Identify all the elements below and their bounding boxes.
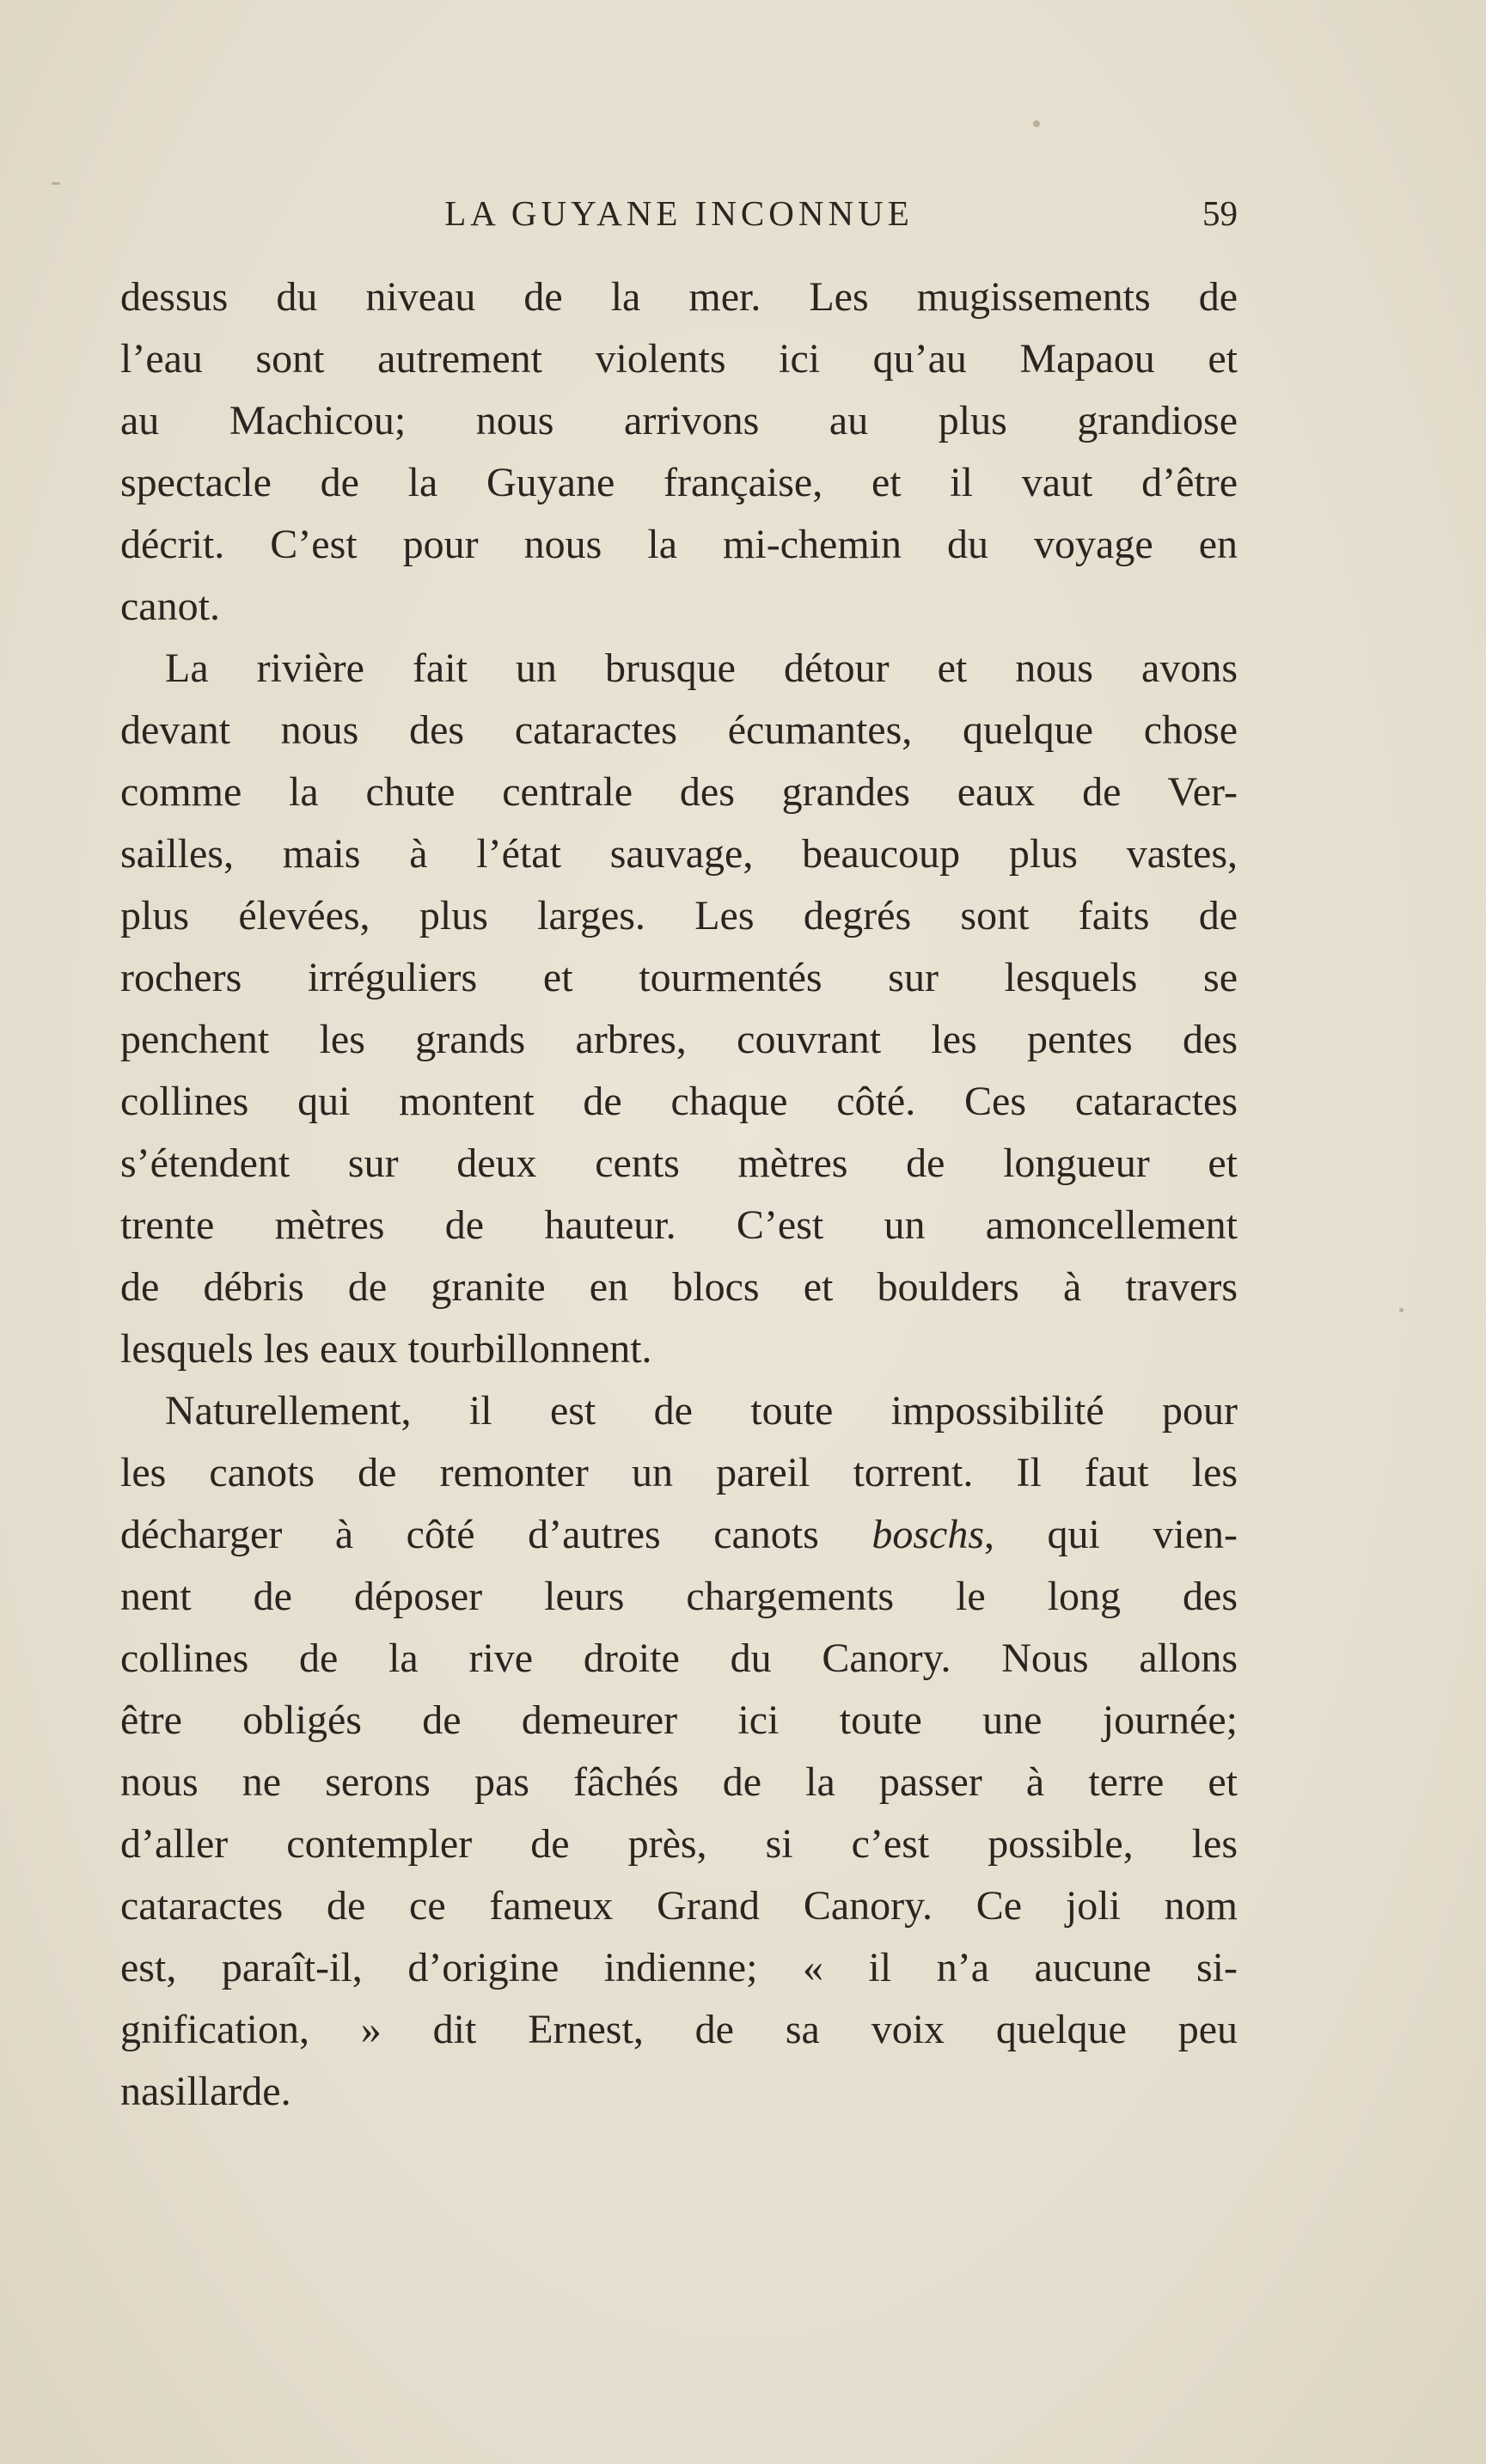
text-line: nent de déposer leurs chargements le long des [120, 1574, 1238, 1619]
text-line: devant nous des cataractes écumantes, quelque chose [120, 707, 1238, 753]
text-line: est, paraît-il, d’origine indienne; « il n’a aucune si- [120, 1945, 1238, 1990]
text-line: spectacle de la Guyane française, et il vaut d’être [120, 460, 1238, 505]
paper-speck [1033, 120, 1040, 127]
text-line: comme la chute centrale des grandes eaux de Ver- [120, 769, 1238, 815]
text-line: décharger à côté d’autres canots boschs, qui vien- [120, 1512, 1238, 1557]
text-line: dessus du niveau de la mer. Les mugissements de [120, 274, 1238, 320]
italic-word: boschs [871, 1512, 985, 1557]
running-title: LA GUYANE INCONNUE [444, 193, 914, 233]
text-line: canot. [120, 584, 220, 629]
text-line: décrit. C’est pour nous la mi-chemin du voyage en [120, 522, 1238, 567]
text-line: être obligés de demeurer ici toute une journée; [120, 1697, 1238, 1743]
text-line: lesquels les eaux tourbillonnent. [120, 1326, 652, 1372]
text-line: penchent les grands arbres, couvrant les pentes des [120, 1017, 1238, 1062]
text-line: sailles, mais à l’état sauvage, beaucoup plus vastes, [120, 831, 1238, 877]
text-line: les canots de remonter un pareil torrent. Il faut les [120, 1450, 1238, 1495]
paragraph-start-line: Naturellement, il est de toute impossibilité pour [165, 1388, 1238, 1434]
text-line: plus élevées, plus larges. Les degrés sont faits de [120, 893, 1238, 939]
paper-speck [1399, 1308, 1403, 1312]
page-number: 59 [1202, 193, 1238, 233]
text-line: rochers irréguliers et tourmentés sur lesquels se [120, 955, 1238, 1000]
text-line: collines qui montent de chaque côté. Ces cataractes [120, 1079, 1238, 1124]
text-line: l’eau sont autrement violents ici qu’au Mapaou et [120, 336, 1238, 382]
body-text [120, 266, 1238, 2123]
text-line: trente mètres de hauteur. C’est un amoncellement [120, 1202, 1238, 1248]
text-line: nous ne serons pas fâchés de la passer à terre et [120, 1759, 1238, 1805]
text-line: au Machicou; nous arrivons au plus grandiose [120, 398, 1238, 443]
text-line: de débris de granite en blocs et boulders à travers [120, 1264, 1238, 1310]
text-line: s’étendent sur deux cents mètres de longueur et [120, 1140, 1238, 1186]
text-line: d’aller contempler de près, si c’est possible, les [120, 1821, 1238, 1867]
text-line: gnification, » dit Ernest, de sa voix quelque peu [120, 2007, 1238, 2052]
text-line: nasillarde. [120, 2069, 291, 2114]
text-line: cataractes de ce fameux Grand Canory. Ce joli nom [120, 1883, 1238, 1929]
running-header [120, 187, 1238, 239]
paragraph-start-line: La rivière fait un brusque détour et nous avons [165, 645, 1238, 691]
paper-speck [52, 182, 60, 185]
text-line: collines de la rive droite du Canory. Nous allons [120, 1636, 1238, 1681]
